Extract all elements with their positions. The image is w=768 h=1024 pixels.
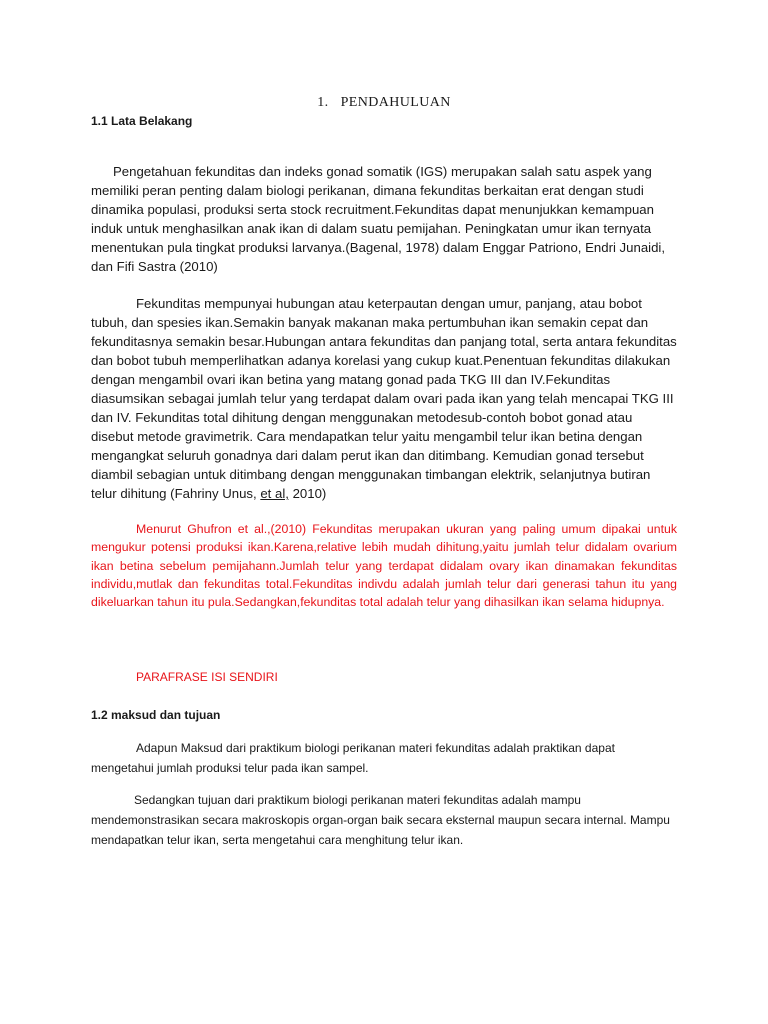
parafrase-label: PARAFRASE ISI SENDIRI bbox=[136, 670, 278, 684]
section-heading-1-2: 1.2 maksud dan tujuan bbox=[91, 708, 221, 722]
paragraph-2 bbox=[91, 294, 677, 503]
page-title bbox=[0, 95, 768, 111]
section-heading-1-1: 1.1 Lata Belakang bbox=[91, 114, 193, 128]
title-number: 1. bbox=[317, 95, 329, 110]
paragraph-2-end: 2010) bbox=[288, 486, 327, 501]
paragraph-2-main: Fekunditas mempunyai hubungan atau keterpautan dengan umur, panjang, atau bobot tubuh, dan spesies ikan.Semakin banyak makanan maka pertumbuhan ikan semakin cepat dan fekunditasnya semakin besar.Hubungan antara fekunditas dan panjang total, serta antara fekunditas dan bobot tubuh memperlihatkan adanya korelasi yang cukup kuat.Penentuan fekunditas dilakukan dengan mengambil ovari ikan betina yang matang gonad pada TKG III dan IV.Fekunditas diasumsikan sebagai jumlah telur yang terdapat dalam ovari pada ikan yang telah mencapai TKG III dan IV. Fekunditas total dihitung dengan menggunakan metodesub-contoh bobot gonad atau disebut metode gravimetrik. Cara mendapatkan telur yaitu mengambil telur ikan betina dengan mengangkat seluruh gonadnya dari dalam perut ikan dan ditimbang. Kemudian gonad tersebut diambil sebagian untuk ditimbang dengan menggunakan timbangan elektrik, selanjutnya butiran telur dihitung (Fahriny Unus, bbox=[91, 296, 677, 501]
title-text: PENDAHULUAN bbox=[340, 95, 451, 110]
paragraph-4: Adapun Maksud dari praktikum biologi perikanan materi fekunditas adalah praktikan dapat mengetahui jumlah produksi telur pada ikan sampel. bbox=[91, 741, 615, 775]
paragraph-1: Pengetahuan fekunditas dan indeks gonad somatik (IGS) merupakan salah satu aspek yang memiliki peran penting dalam biologi perikanan, dimana fekunditas berkaitan erat dengan studi dinamika populasi, produksi serta stock recruitment.Fekunditas dapat menunjukkan kemampuan induk untuk menghasilkan anak ikan di dalam suatu pemijahan. Peningkatan umur ikan ternyata menentukan pula tingkat produksi larvanya.(Bagenal, 1978) dalam Enggar Patriono, Endri Junaidi, dan Fifi Sastra (2010) bbox=[91, 164, 666, 274]
paragraph-3-red: Menurut Ghufron et al.,(2010) Fekunditas merupakan ukuran yang paling umum dipakai untuk mengukur potensi produksi ikan.Karena,relative lebih mudah dihitung,yaitu jumlah telur didalam ovarium ikan betina sebelum pemijahann.Jumlah telur yang terdapat didalam ovary ikan dinamakan fekunditas individu,mutlak dan fekunditas total.Fekunditas indivdu adalah jumlah telur dari generasi tahun itu yang dikeluarkan tahun itu pula.Sedangkan,fekunditas total adalah telur yang dihasilkan ikan selama hidupnya. bbox=[91, 522, 677, 610]
paragraph-5: Sedangkan tujuan dari praktikum biologi perikanan materi fekunditas adalah mampu mendemonstrasikan secara makroskopis organ-organ baik secara eksternal maupun secara internal. Mampu mendapatkan telur ikan, serta mengetahui cara menghitung telur ikan. bbox=[91, 793, 670, 847]
citation-et-al: et al, bbox=[260, 486, 289, 501]
